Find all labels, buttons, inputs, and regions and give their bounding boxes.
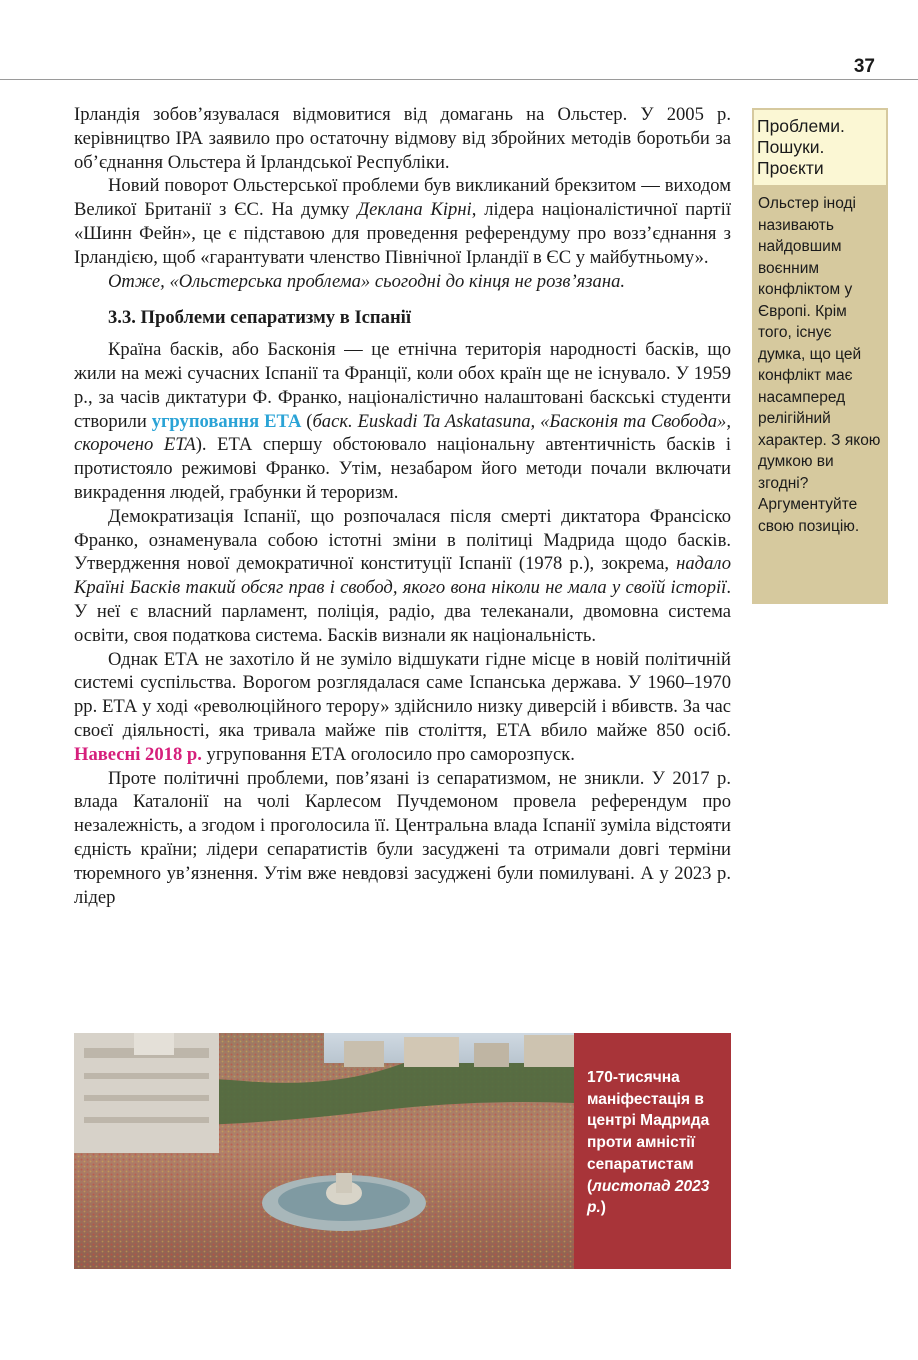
section-heading: 3.3. Проблеми сепаратизму в Іспанії bbox=[108, 307, 411, 329]
paragraph-4: Країна басків, або Басконія — це етнічна територія народності басків, що жили на межі сучасних Іспанії та Франції, коли обох країн ще не існувало. У 1959 р., за часів диктатури Ф. Франко, націоналістично налаштовані баскські студенти створили угруповання ЕТА (баск. Euskadi Ta Askatasuna, «Басконія та Свобода», скорочено ЕТА). ЕТА спершу обстоювало національну автентичність басків і протистояло режимові Франко. Утім, незабаром його методи почали включати викрадення людей, грабунки й тероризм. bbox=[74, 339, 732, 503]
page-number: 37 bbox=[853, 56, 875, 77]
paragraph-1: Ірландія зобов’язувалася відмовитися від домагань на Ольстер. У 2005 р. керівництво ІРА заявило про остаточну відмову від збройних методів боротьби за об’єднання Ольстера й Ірландської Республіки. bbox=[74, 104, 731, 173]
crowd-photo-illustration bbox=[74, 1033, 574, 1269]
paragraph-6: Однак ЕТА не захотіло й не зуміло відшукати гідне місце в новій політичній системі суспільства. Ворогом розглядалася саме Іспанська держава. У 1960–1970 рр. ЕТА у ході «революційного терору» здійснило низку диверсій і вбивств. За час своєї діяльності, яка тривала майже пів століття, ЕТА вбило майже 850 осіб. Навесні 2018 р. угруповання ЕТА оголосило про саморозпуск. bbox=[74, 648, 731, 765]
sidebar-box bbox=[752, 108, 888, 604]
sidebar-body: Ольстер іноді називають найдовшим воєнним конфліктом у Європі. Крім того, існує думка, що цей конфлікт має насамперед релігійний характер. З якою думкою ви згодні? Аргументуйте свою позицію. bbox=[758, 195, 881, 535]
sidebar-heading: Проблеми. Пошуки. Проєкти bbox=[752, 108, 888, 187]
main-text-column bbox=[74, 103, 731, 909]
madrid-protest-photo bbox=[74, 1033, 574, 1269]
paragraph-5: Демократизація Іспанії, що розпочалася після смерті диктатора Франсіско Франко, ознаменувала собою істотні зміни в політиці Мадрида щодо басків. Утвердження нової демократичної конституції Іспанії (1978 р.), зокрема, надало Країні Басків такий обсяг прав і свобод, якого вона ніколи не мала у своїй історії. У неї є власний парламент, поліція, радіо, два телеканали, двомовна система освіти, своя податкова система. Басків визнали як національність. bbox=[74, 505, 731, 646]
paragraph-2: Новий поворот Ольстерської проблеми був викликаний брекзитом — виходом Великої Британії з ЄС. На думку Деклана Кірні, лідера націоналістичної партії «Шинн Фейн», це є підставою для проведення референдуму про возз’єднання з Ірландією, щоб «гарантувати членство Північної Ірландії в ЄС у майбутньому». bbox=[74, 175, 731, 268]
term-eta: угруповання ЕТА bbox=[151, 410, 302, 432]
person-name: Деклана Кірні bbox=[357, 199, 472, 221]
term-date: Навесні 2018 р. bbox=[74, 743, 202, 765]
photo-caption: 170-тисячна маніфестація в центрі Мадрида проти амністії сепаратистам (листопад 2023 р.) bbox=[574, 1033, 731, 1269]
paragraph-7: Проте політичні проблеми, пов’язані із сепаратизмом, не зникли. У 2017 р. влада Каталонії на чолі Карлесом Пучдемоном провела референдум про незалежність, а згодом і проголосила її. Центральна влада Іспанії зуміла відстояти єдність країни; лідери сепаратистів були засуджені та отримали довгі терміни тюремного ув’язнення. Утім вже невдовзі засуджені були помилувані. А у 2023 р. лідер bbox=[74, 767, 731, 908]
paragraph-conclusion: Отже, «Ольстерська проблема» сьогодні до кінця не розв’язана. bbox=[108, 270, 626, 292]
header-rule bbox=[0, 79, 918, 80]
